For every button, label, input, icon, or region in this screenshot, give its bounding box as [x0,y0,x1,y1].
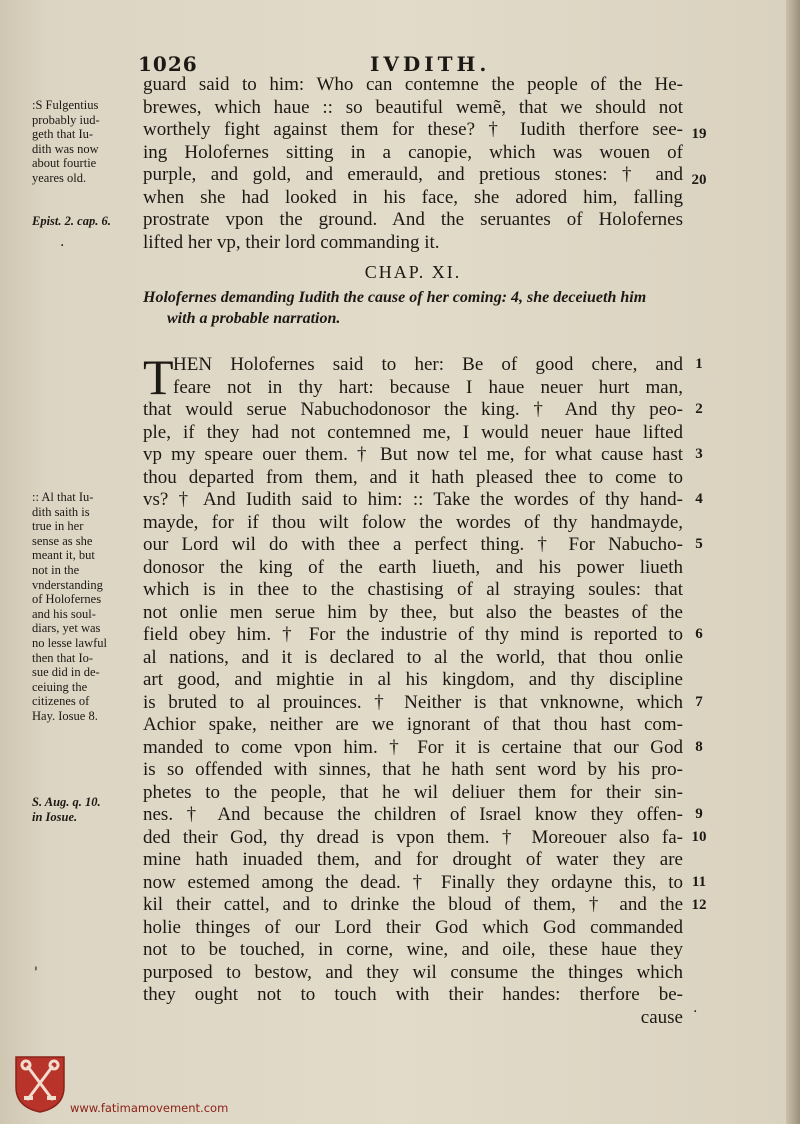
text-line: not onlie men serue him by thee, but also the beastes of the [143,601,683,623]
top-paragraph [143,74,683,254]
text-line: prostrate vpon the ground. And the seruantes of Holofernes [143,209,683,230]
verse-number: 5 [695,536,703,552]
verse-number: 9 [695,806,703,822]
margin-line: dith was now [32,141,99,156]
text-line: HEN Holofernes said to her: Be of good chere, and [173,354,683,375]
verse-number: 20 [691,172,707,188]
margin-line: then that Io- [32,650,94,665]
verse-number: 2 [695,401,703,417]
chapter-title: CHAP. XI. [364,262,462,282]
argument-line: with a probable narration. [167,310,341,327]
text-line: when she had looked in his face, she adored him, falling [143,186,683,208]
running-title: IVDITH. [370,52,491,76]
verse-number: 4 [695,491,703,507]
keys-emblem-icon [14,1055,66,1113]
margin-line: Hay. Iosue 8. [32,708,98,723]
text-line: not to be touched, in corne, wine, and oile, these haue they [143,939,683,960]
margin-line: about fourtie [32,156,97,171]
page-number: 1026 [138,52,198,76]
verse-number: 11 [691,874,707,890]
page-spine-shadow [786,0,800,1124]
margin-line: yeares old. [32,170,87,185]
margin-line: not in the [32,562,80,577]
margin-line: no lesse lawful [32,635,107,650]
verse-number: 7 [695,694,703,710]
margin-line: true in her [32,519,84,534]
margin-reference-augustine [32,795,140,824]
verse-number: 1 [695,356,703,372]
text-line: brewes, which haue :: so beautiful wemẽ, that we should not [143,96,683,118]
drop-cap: T [143,349,174,405]
text-line: Achior spake, neither are we ignorant of that thou hast com- [143,714,683,735]
margin-line: geth that Iu- [32,127,94,142]
margin-line: dith saith is [32,504,90,519]
text-line: is bruted to al prouinces. † Neither is that vnknowne, which [143,691,683,713]
margin-mark: ' [34,965,38,981]
catchword: cause [640,1006,683,1028]
margin-line: vnderstanding [32,577,103,592]
margin-line: meant it, but [32,548,95,563]
end-mark: . [693,1000,698,1016]
margin-reference-epistle [32,214,140,229]
verse-number: 12 [691,897,707,913]
margin-line: citizenes of [32,694,90,709]
margin-line: of Holofernes [32,592,102,607]
chapter-argument [143,287,723,329]
verse-number: 3 [695,446,703,462]
argument-line: Holofernes demanding Iudith the cause of her coming: 4, she deceiueth him [143,289,647,306]
verse-number: 8 [695,739,703,755]
text-line: art good, and mightie in al his kingdom, and thy discipline [143,669,683,690]
footer-url[interactable]: www.fatimamovement.com [70,1101,229,1115]
text-line: purple, and gold, and emerauld, and pretious stones: † and [143,164,683,185]
text-line: mine hath inuaded them, and for drought of water they are [143,849,683,870]
chapter-body [143,349,683,1029]
text-line: mayde, for if thou wilt folow the wordes of thy handmayde, [143,511,683,533]
text-line: purposed to bestow, and they wil consume the thinges which [143,961,683,983]
margin-ref-line: Epist. 2. cap. 6. [32,214,111,228]
text-line: manded to come vpon him. † For it is certaine that our God [143,736,683,758]
text-line: ded their God, thy dread is vpon them. † Moreouer also fa- [143,826,683,848]
text-line: which is in thee to the chastising of al straying soules: that [143,579,683,600]
margin-ref-line: in Iosue. [32,809,78,824]
margin-line: and his soul- [32,606,96,621]
margin-ref-line: S. Aug. q. 10. [32,795,101,809]
margin-line: sue did in de- [32,665,100,680]
text-line: ple, if they had not contemned me, I would neuer haue lifted [143,421,683,443]
text-line: now estemed among the dead. † Finally they ordayne this, to [143,871,683,893]
text-line: thou departed from them, and it hath pleased thee to come to [143,466,683,488]
text-line: our Lord wil do with thee a perfect thing. † For Nabucho- [143,534,683,555]
margin-line: ceiuing the [32,679,88,694]
text-line: vs? † And Iudith said to him: :: Take the wordes of thy hand- [143,489,683,510]
margin-line: diars, yet was [32,621,101,636]
text-line: they ought not to touch with their handes: therfore be- [143,984,683,1005]
text-line: holie thinges of our Lord their God which God commanded [143,916,683,938]
verse-number: 19 [691,126,707,142]
text-line: field obey him. † For the industrie of thy mind is reported to [143,624,683,645]
margin-line: sense as she [32,533,93,548]
margin-mark: · [60,238,65,254]
text-line: kil their cattel, and to drinke the bloud of them, † and the [143,894,683,915]
text-line: lifted her vp, their lord commanding it. [143,231,440,253]
text-line: ing Holofernes sitting in a canopie, which was wouen of [143,141,683,163]
text-line: guard said to him: Who can contemne the people of the He- [143,74,683,95]
margin-line: probably iud- [32,112,100,127]
margin-note-fulgentius [32,98,140,186]
margin-line: :S Fulgentius [32,98,99,112]
text-line: donosor the king of the earth liueth, and his power liueth [143,556,683,578]
text-line: vp my speare ouer them. † But now tel me, for what cause hast [143,444,683,465]
verse-number: 6 [695,626,703,642]
text-line: feare not in thy hart: because I haue neuer hurt man, [173,376,683,398]
text-line: phetes to the people, that he wil deliuer them for their sin- [143,781,683,803]
text-line: al nations, and it is declared to al the world, that thou onlie [143,646,683,668]
text-line: that would serue Nabuchodonosor the king. † And thy peo- [143,399,683,420]
margin-line: :: Al that Iu- [32,490,94,504]
verse-number: 10 [691,829,707,845]
text-line: is so offended with sinnes, that he hath sent word by his pro- [143,759,683,780]
text-line: nes. † And because the children of Israel know they offen- [143,804,683,825]
margin-note-judith [32,490,140,724]
text-line: worthely fight against them for these? † Iudith therfore see- [143,119,683,140]
